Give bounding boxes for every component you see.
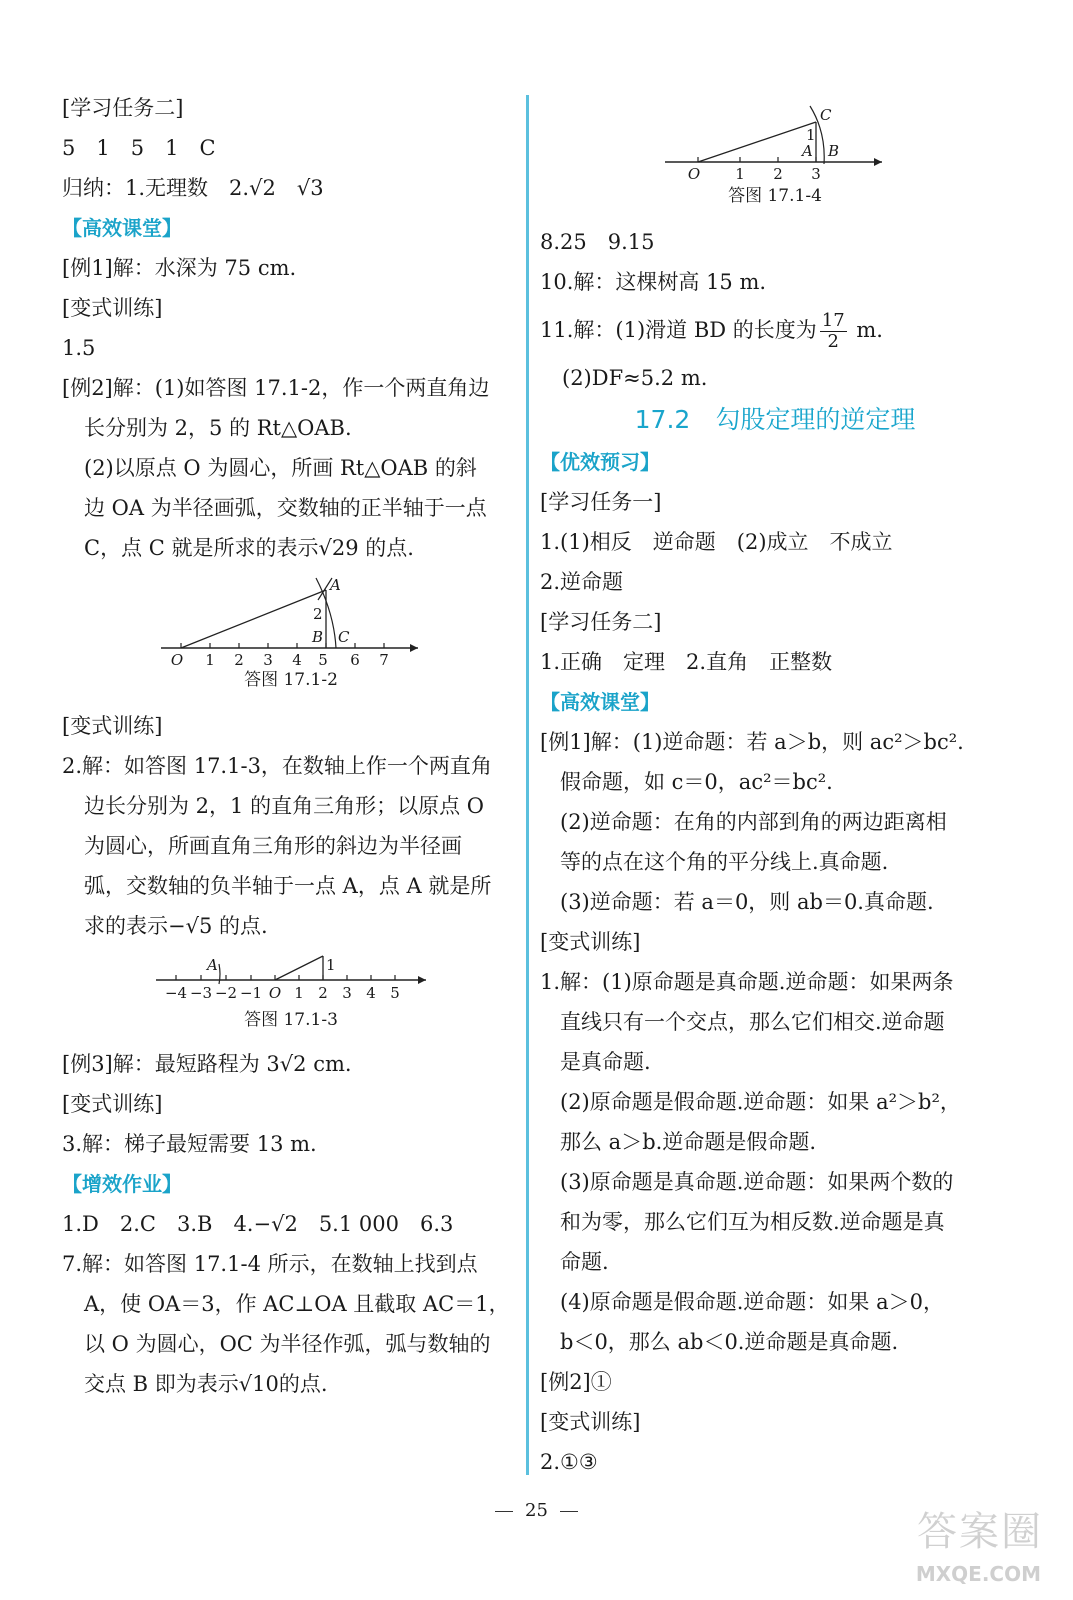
text-line: (2)以原点 O 为圆心，所画 Rt△OAB 的斜	[84, 456, 477, 480]
text-line: 和为零，那么它们互为相反数.逆命题是真	[560, 1210, 945, 1234]
tick-label: 2	[318, 984, 328, 1002]
fraction	[820, 311, 847, 352]
example-line: [例1]解：水深为 75 cm.	[62, 256, 297, 280]
task-heading: [学习任务二]	[62, 96, 184, 120]
text-line: 直线只有一个交点，那么它们相交.逆命题	[560, 1010, 945, 1034]
figure-label: C	[338, 628, 350, 646]
text-line: (3)逆命题：若 a＝0，则 ab＝0.真命题.	[560, 890, 934, 914]
tick-label: 5	[390, 984, 400, 1002]
example-line: [例3]解：最短路程为 3√2 cm.	[62, 1052, 352, 1076]
example-line: [例2]①	[540, 1370, 612, 1394]
text-line: b＜0，那么 ab＜0.逆命题是真命题.	[560, 1330, 899, 1354]
text-line: (2)逆命题：在角的内部到角的两边距离相	[560, 810, 947, 834]
tick-label: −4	[164, 984, 188, 1002]
section-title: 17.2 勾股定理的逆定理	[634, 405, 916, 434]
figure-17-1-3	[151, 946, 431, 1008]
text-line: 交点 B 即为表示√10的点.	[84, 1372, 328, 1396]
text-line: C，点 C 就是所求的表示√29 的点.	[84, 536, 414, 560]
figure-caption: 答图 17.1-4	[728, 186, 822, 206]
answer-line: 2.逆命题	[540, 570, 624, 594]
tick-label: 1	[735, 165, 745, 183]
example-line: [例1]解：(1)逆命题：若 a＞b，则 ac²＞bc².	[540, 730, 964, 754]
tick-label: 3	[811, 165, 821, 183]
practice-heading: [变式训练]	[540, 1410, 641, 1434]
text-line: (2)原命题是假命题.逆命题：如果 a²＞b²，	[560, 1090, 961, 1114]
text-line: 弧，交数轴的负半轴于一点 A，点 A 就是所	[84, 874, 492, 898]
figure-label: B	[828, 142, 840, 160]
watermark-url: MXQE.COM	[915, 1562, 1041, 1586]
answer-line: 10.解：这棵树高 15 m.	[540, 270, 767, 294]
tick-label: −3	[189, 984, 213, 1002]
tick-label: 5	[318, 651, 328, 668]
task-heading: [学习任务二]	[540, 610, 662, 634]
figure-label: A	[330, 576, 341, 594]
answer-line: 2.①③	[540, 1450, 598, 1474]
tick-label: O	[687, 165, 701, 183]
text-line: 为圆心，所画直角三角形的斜边为半径画	[84, 834, 462, 858]
answer-line: 3.解：梯子最短需要 13 m.	[62, 1132, 317, 1156]
text-line: 假命题，如 c＝0，ac²＝bc².	[560, 770, 833, 794]
figure-caption: 答图 17.1-2	[244, 670, 338, 690]
dash-decoration	[495, 1511, 513, 1512]
text-line: (2)DF≈5.2 m.	[562, 366, 708, 390]
text-line: 边 OA 为半径画弧，交数轴的正半轴于一点	[84, 496, 487, 520]
text-line: (3)原命题是真命题.逆命题：如果两个数的	[560, 1170, 954, 1194]
answer-line: 7.解：如答图 17.1-4 所示，在数轴上找到点	[62, 1252, 478, 1276]
text-line: A，使 OA＝3，作 AC⊥OA 且截取 AC＝1，	[84, 1292, 510, 1316]
tick-label: 7	[379, 651, 389, 668]
tick-label: −1	[239, 984, 263, 1002]
answer-line: 8.25 9.15	[540, 230, 655, 254]
practice-heading: [变式训练]	[540, 930, 641, 954]
fraction-numerator: 17	[821, 310, 845, 331]
text-line: 求的表示−√5 的点.	[84, 914, 268, 938]
figure-label: 1	[326, 956, 336, 974]
answer-text: 11.解：(1)滑道 BD 的长度为	[540, 318, 817, 342]
figure-17-1-4	[660, 100, 890, 184]
figure-17-1-2	[156, 568, 426, 668]
task-heading: [学习任务一]	[540, 490, 662, 514]
tick-label: 2	[773, 165, 783, 183]
text-line: 边长分别为 2，1 的直角三角形；以原点 O	[84, 794, 484, 818]
text-line: 是真命题.	[560, 1050, 651, 1074]
answer-line: 1.(1)相反 逆命题 (2)成立 不成立	[540, 530, 893, 554]
tick-label: 1	[205, 651, 215, 668]
answer-line: 1.解：(1)原命题是真命题.逆命题：如果两条	[540, 970, 954, 994]
section-tag: 【高效课堂】	[540, 690, 660, 714]
column-divider	[526, 95, 529, 1475]
tick-label: 4	[366, 984, 376, 1002]
figure-label: 1	[806, 126, 816, 144]
answer-line	[540, 302, 1010, 358]
tick-label: O	[268, 984, 282, 1002]
answer-line: 1.D 2.C 3.B 4.−√2 5.1 000 6.3	[62, 1212, 454, 1236]
answer-line: 5 1 5 1 C	[62, 136, 216, 160]
text-line: 以 O 为圆心，OC 为半径作弧，弧与数轴的	[84, 1332, 491, 1356]
fraction-denominator: 2	[827, 331, 839, 352]
page-number-text: 25	[525, 1500, 548, 1521]
text-line: 等的点在这个角的平分线上.真命题.	[560, 850, 889, 874]
example-line: [例2]解：(1)如答图 17.1-2，作一个两直角边	[62, 376, 490, 400]
tick-label: 3	[263, 651, 273, 668]
answer-line: 1.5	[62, 336, 96, 360]
figure-caption: 答图 17.1-3	[244, 1010, 338, 1030]
tick-label: 3	[342, 984, 352, 1002]
tick-label: 6	[350, 651, 360, 668]
tick-label: −2	[214, 984, 238, 1002]
figure-label: 2	[313, 605, 323, 623]
practice-heading: [变式训练]	[62, 714, 163, 738]
tick-label: 4	[292, 651, 302, 668]
text-line: 那么 a＞b.逆命题是假命题.	[560, 1130, 816, 1154]
figure-label: B	[312, 628, 324, 646]
answer-line: 1.正确 定理 2.直角 正整数	[540, 650, 833, 674]
left-column	[62, 88, 520, 1404]
right-column	[540, 100, 1010, 1482]
text-line: 命题.	[560, 1250, 609, 1274]
practice-heading: [变式训练]	[62, 1092, 163, 1116]
answer-text: m.	[849, 318, 883, 342]
text-line: 长分别为 2，5 的 Rt△OAB.	[84, 416, 352, 440]
text-line: (4)原命题是假命题.逆命题：如果 a＞0，	[560, 1290, 944, 1314]
section-tag: 【增效作业】	[62, 1172, 182, 1196]
practice-heading: [变式训练]	[62, 296, 163, 320]
tick-label: 1	[294, 984, 304, 1002]
watermark	[893, 1500, 1043, 1590]
summary-line: 归纳：1.无理数 2.√2 √3	[62, 176, 324, 200]
watermark-logo: 答案圈	[917, 1509, 1043, 1555]
tick-label: 2	[234, 651, 244, 668]
section-tag: 【优效预习】	[540, 450, 660, 474]
dash-decoration	[560, 1511, 578, 1512]
section-tag: 【高效课堂】	[62, 216, 182, 240]
answer-line: 2.解：如答图 17.1-3，在数轴上作一个两直角	[62, 754, 492, 778]
figure-label: A	[802, 142, 813, 160]
figure-label: C	[820, 106, 832, 124]
figure-label: A	[207, 956, 218, 974]
tick-label: O	[170, 651, 184, 668]
